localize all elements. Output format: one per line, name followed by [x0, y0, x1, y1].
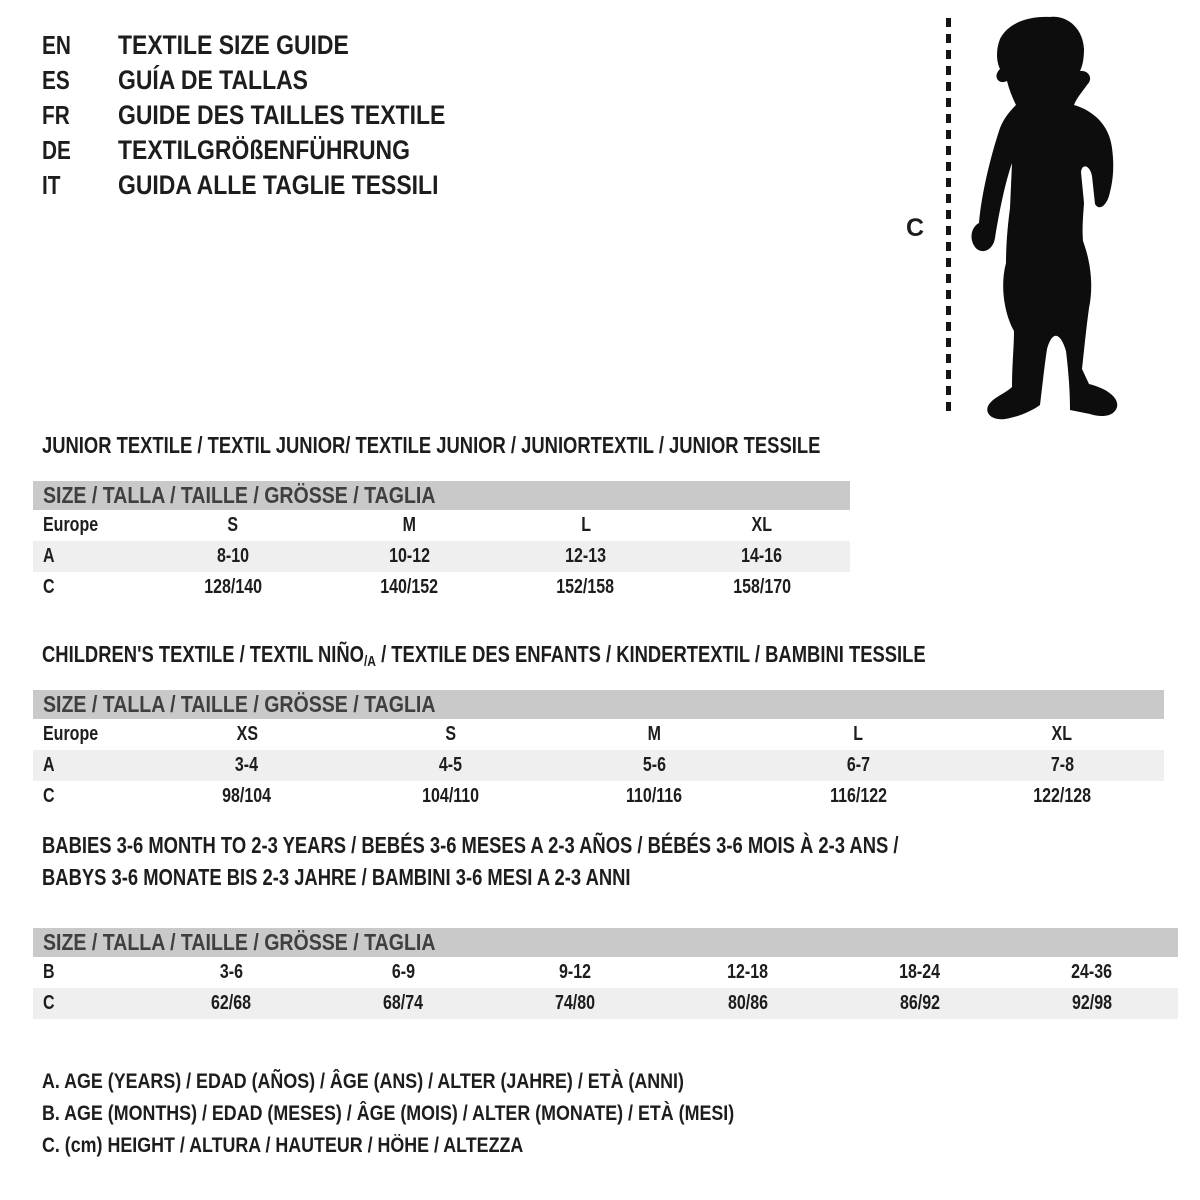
table-row-age-months — [33, 957, 1178, 988]
legend-line-c-text: C. (cm) HEIGHT / ALTURA / HAUTEUR / HÖHE / ALTEZZA — [42, 1134, 524, 1157]
size-header-row — [33, 481, 850, 510]
size-value: 6-9 — [391, 961, 415, 983]
language-row — [42, 98, 503, 133]
size-value: 80/86 — [727, 992, 768, 1014]
size-header-cell — [33, 481, 850, 510]
junior-section-title — [42, 429, 1015, 461]
language-guide-title-text: GUIDE DES TAILLES TEXTILE — [118, 100, 446, 130]
language-row — [42, 28, 503, 63]
size-value-cell — [1006, 957, 1178, 988]
babies-size-table — [33, 928, 1178, 1019]
row-label-cell — [33, 750, 145, 781]
size-value: 74/80 — [555, 992, 596, 1014]
size-header-label: SIZE / TALLA / TAILLE / GRÖSSE / TAGLIA — [43, 929, 436, 955]
table-row-height — [33, 988, 1178, 1019]
size-value: M — [647, 723, 662, 745]
size-value: 14-16 — [741, 545, 783, 567]
legend-line-c — [42, 1130, 856, 1162]
size-value-cell — [321, 572, 497, 603]
size-value-cell — [661, 988, 833, 1019]
size-header-cell — [33, 928, 1178, 957]
children-size-table — [33, 690, 1164, 812]
size-value: 158/170 — [732, 576, 791, 598]
language-row — [42, 133, 503, 168]
language-code — [42, 170, 118, 201]
size-value-cell — [145, 781, 349, 812]
size-value-cell — [498, 510, 674, 541]
language-guide-title-text: GUIDA ALLE TAGLIE TESSILI — [118, 170, 439, 200]
junior-section-title-text: JUNIOR TEXTILE / TEXTIL JUNIOR/ TEXTILE JUNIOR / JUNIORTEXTIL / JUNIOR TESSILE — [42, 432, 821, 458]
size-value: 86/92 — [899, 992, 940, 1014]
children-title-sub: /A — [363, 653, 376, 670]
size-value-cell — [317, 957, 489, 988]
size-value-cell — [674, 510, 850, 541]
size-value: 110/116 — [626, 785, 683, 807]
size-value-cell — [834, 957, 1006, 988]
table-row-europe — [33, 719, 1164, 750]
language-guide-title — [118, 65, 342, 96]
children-title-pre: CHILDREN'S TEXTILE / TEXTIL NIÑO — [42, 641, 364, 667]
legend-line-a — [42, 1066, 856, 1098]
size-value: 152/158 — [556, 576, 615, 598]
language-guide-title — [118, 170, 495, 201]
children-title-post: / TEXTILE DES ENFANTS / KINDERTEXTIL / BAMBINI TESSILE — [375, 641, 926, 667]
size-value-cell — [756, 719, 960, 750]
row-label: C — [43, 576, 55, 598]
size-value: 140/152 — [380, 576, 439, 598]
size-value: 7-8 — [1050, 754, 1074, 776]
row-label: C — [43, 992, 55, 1014]
size-value: M — [402, 514, 417, 536]
language-code — [42, 100, 118, 131]
language-code-text: EN — [42, 30, 71, 60]
language-code — [42, 65, 118, 96]
size-value-cell — [145, 572, 321, 603]
size-value-cell — [489, 957, 661, 988]
row-label-cell — [33, 988, 145, 1019]
size-value-cell — [661, 957, 833, 988]
size-value: 122/128 — [1033, 785, 1092, 807]
row-label: B — [43, 961, 55, 983]
size-value: 6-7 — [846, 754, 870, 776]
row-label: Europe — [43, 723, 99, 745]
size-value-cell — [834, 988, 1006, 1019]
language-code-text: IT — [42, 170, 61, 200]
children-section-title-text — [42, 638, 926, 678]
babies-section-title — [42, 829, 1113, 893]
size-value-cell — [553, 781, 757, 812]
size-value: 3-4 — [235, 754, 259, 776]
size-value: XL — [1051, 723, 1073, 745]
size-value-cell — [960, 781, 1164, 812]
size-value-cell — [756, 781, 960, 812]
size-value-cell — [321, 541, 497, 572]
table-row-europe — [33, 510, 850, 541]
size-value-cell — [489, 988, 661, 1019]
size-value-cell — [145, 750, 349, 781]
size-value-cell — [145, 957, 317, 988]
row-label-cell — [33, 541, 145, 572]
size-value-cell — [553, 719, 757, 750]
size-value: 3-6 — [219, 961, 243, 983]
legend-line-b — [42, 1098, 856, 1130]
size-value: 104/110 — [422, 785, 480, 807]
size-value: 18-24 — [899, 961, 941, 983]
table-row-age-years — [33, 750, 1164, 781]
row-label-cell — [33, 510, 145, 541]
size-value: 9-12 — [559, 961, 592, 983]
size-value-cell — [349, 719, 553, 750]
babies-title-line2-text: BABYS 3-6 MONATE BIS 2-3 JAHRE / BAMBINI 3-6 MESI A 2-3 ANNI — [42, 864, 631, 890]
size-value: 4-5 — [439, 754, 463, 776]
row-label: A — [43, 545, 55, 567]
size-value-cell — [498, 572, 674, 603]
language-code — [42, 30, 118, 61]
size-value: 12-18 — [727, 961, 769, 983]
size-value: 68/74 — [383, 992, 424, 1014]
row-label: Europe — [43, 514, 99, 536]
row-label: C — [43, 785, 55, 807]
height-measure-label: C — [906, 214, 925, 242]
size-value-cell — [498, 541, 674, 572]
legend-line-b-text: B. AGE (MONTHS) / EDAD (MESES) / ÂGE (MOIS) / ALTER (MONATE) / ETÀ (MESI) — [42, 1102, 735, 1125]
size-header-label: SIZE / TALLA / TAILLE / GRÖSSE / TAGLIA — [43, 691, 436, 717]
size-value: 24-36 — [1071, 961, 1113, 983]
row-label: A — [43, 754, 55, 776]
size-value: XL — [751, 514, 773, 536]
size-value-cell — [317, 988, 489, 1019]
table-row-age-years — [33, 541, 850, 572]
language-code-text: FR — [42, 100, 70, 130]
size-value: 5-6 — [642, 754, 667, 776]
language-row — [42, 63, 503, 98]
size-value: 12-13 — [565, 545, 607, 567]
size-value-cell — [145, 541, 321, 572]
size-value: 116/122 — [829, 785, 887, 807]
size-value: 8-10 — [217, 545, 250, 567]
language-guide-title — [118, 135, 462, 166]
size-value: 128/140 — [204, 576, 263, 598]
size-header-row — [33, 690, 1164, 719]
language-code — [42, 135, 118, 166]
size-value-cell — [321, 510, 497, 541]
language-title-list — [42, 28, 503, 203]
language-guide-title-text: TEXTILGRÖßENFÜHRUNG — [118, 135, 410, 165]
size-value-cell — [145, 510, 321, 541]
size-value: S — [227, 514, 239, 536]
toddler-silhouette-icon — [962, 13, 1137, 423]
junior-size-table — [33, 481, 850, 603]
size-value: XS — [236, 723, 258, 745]
size-value-cell — [349, 781, 553, 812]
row-label-cell — [33, 781, 145, 812]
row-label-cell — [33, 719, 145, 750]
language-guide-title-text: GUÍA DE TALLAS — [118, 65, 308, 95]
size-value-cell — [960, 750, 1164, 781]
size-value-cell — [674, 541, 850, 572]
size-value: 98/104 — [222, 785, 272, 807]
language-row — [42, 168, 503, 203]
row-label-cell — [33, 572, 145, 603]
size-header-cell — [33, 690, 1164, 719]
size-value-cell — [674, 572, 850, 603]
row-label-cell — [33, 957, 145, 988]
table-row-height — [33, 781, 1164, 812]
size-value: L — [853, 723, 864, 745]
babies-title-line2 — [42, 861, 1113, 893]
size-value: L — [580, 514, 591, 536]
language-guide-title-text: TEXTILE SIZE GUIDE — [118, 30, 349, 60]
size-value: 10-12 — [388, 545, 430, 567]
size-header-label: SIZE / TALLA / TAILLE / GRÖSSE / TAGLIA — [43, 482, 436, 508]
size-value-cell — [349, 750, 553, 781]
size-value-cell — [553, 750, 757, 781]
babies-title-line1-text: BABIES 3-6 MONTH TO 2-3 YEARS / BEBÉS 3-6 MESES A 2-3 AÑOS / BÉBÉS 3-6 MOIS À 2-3 ANS / — [42, 832, 899, 858]
language-guide-title — [118, 30, 390, 61]
size-value-cell — [1006, 988, 1178, 1019]
measurement-legend — [42, 1066, 856, 1162]
table-row-height — [33, 572, 850, 603]
size-value-cell — [756, 750, 960, 781]
size-value: 62/68 — [211, 992, 252, 1014]
language-code-text: ES — [42, 65, 70, 95]
height-measure-dashed-line — [946, 18, 951, 416]
children-section-title — [42, 638, 1147, 678]
language-code-text: DE — [42, 135, 71, 165]
size-value-cell — [960, 719, 1164, 750]
size-header-row — [33, 928, 1178, 957]
size-value: 92/98 — [1071, 992, 1112, 1014]
size-value-cell — [145, 719, 349, 750]
language-guide-title — [118, 100, 503, 131]
babies-title-line1 — [42, 829, 1113, 861]
size-value-cell — [145, 988, 317, 1019]
legend-line-a-text: A. AGE (YEARS) / EDAD (AÑOS) / ÂGE (ANS) / ALTER (JAHRE) / ETÀ (ANNI) — [42, 1070, 684, 1093]
size-value: S — [445, 723, 457, 745]
